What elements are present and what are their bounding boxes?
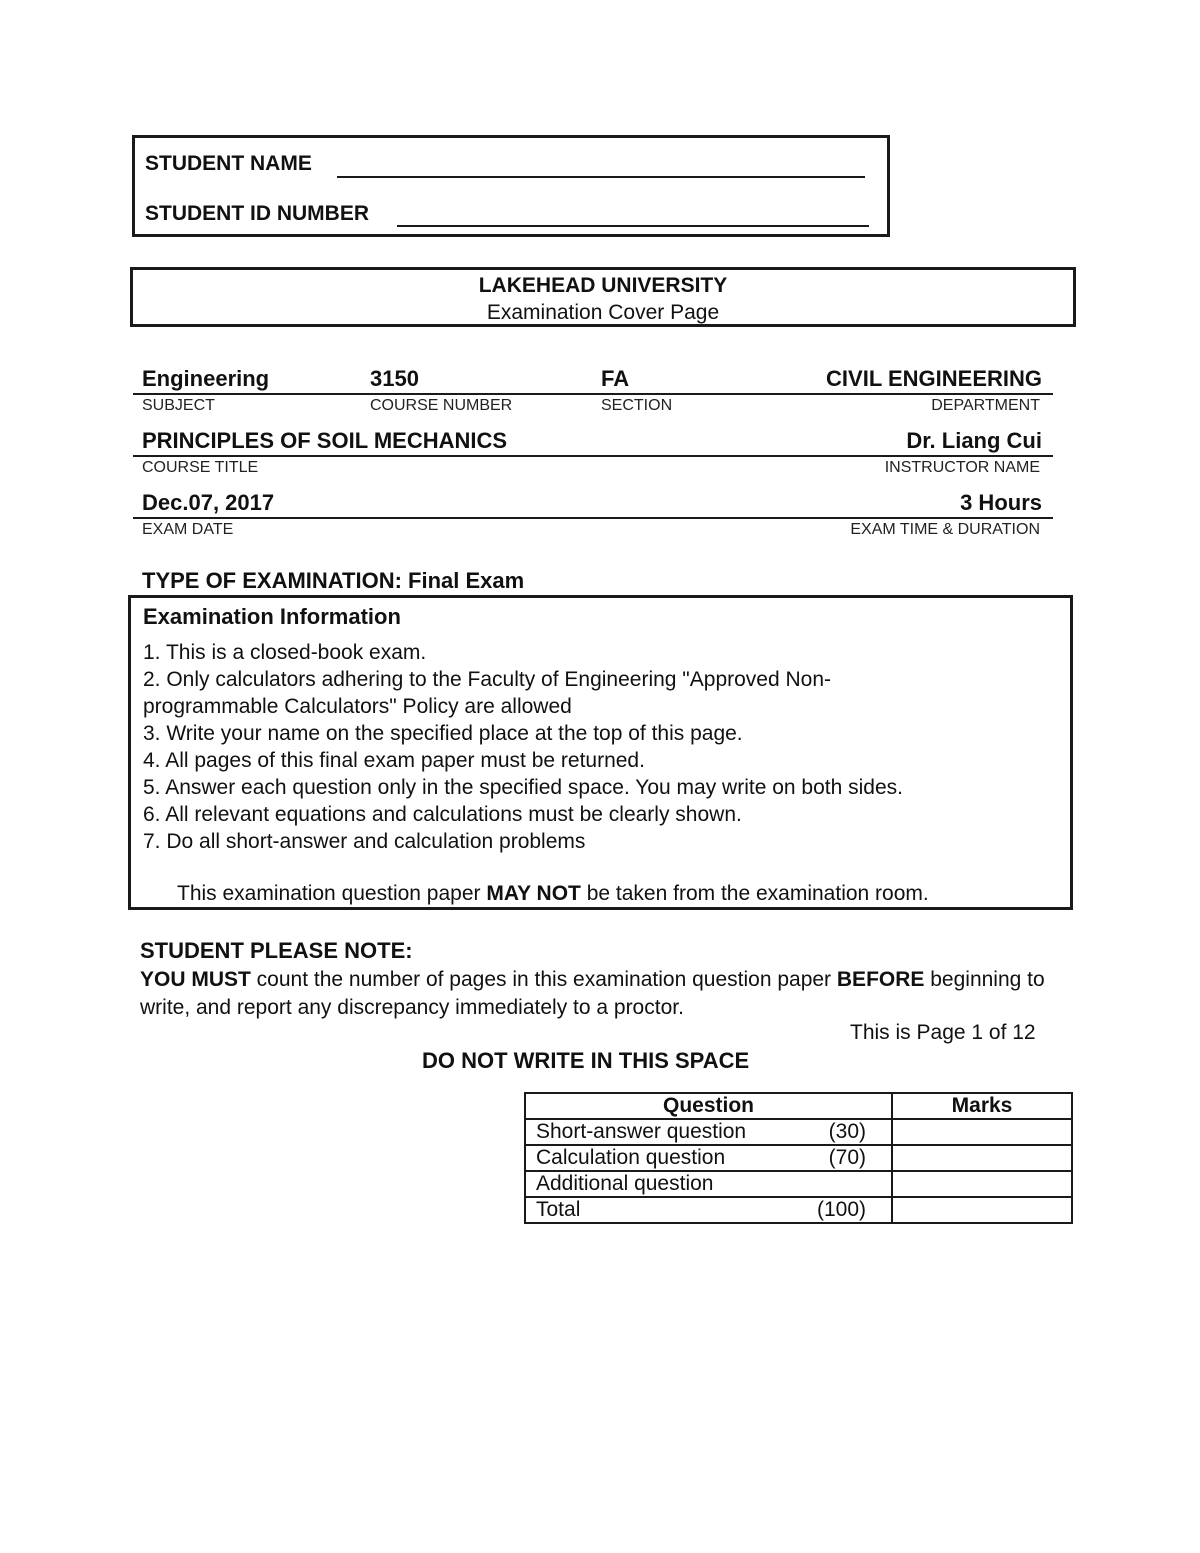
exam-date-label: EXAM DATE: [142, 521, 234, 538]
question-points: (100): [806, 1197, 892, 1223]
marks-table: [524, 1092, 1073, 1224]
list-item: 2. Only calculators adhering to the Faculty of Engineering "Approved Non-: [143, 668, 832, 691]
exam-paper-warning: [177, 882, 929, 906]
course-title-label: COURSE TITLE: [142, 459, 259, 476]
question-points: [806, 1171, 892, 1197]
exam-type: TYPE OF EXAMINATION: Final Exam: [142, 568, 525, 593]
course-number-value: 3150: [370, 366, 419, 391]
student-note-text: [140, 966, 1060, 1022]
question-points: (30): [806, 1119, 892, 1145]
row-divider: [133, 393, 1053, 395]
note-emphasis: YOU MUST: [140, 968, 251, 991]
university-name: LAKEHEAD UNIVERSITY: [478, 274, 728, 297]
note-text: count the number of pages in this examination question paper: [250, 968, 837, 991]
student-note-title: STUDENT PLEASE NOTE:: [140, 938, 413, 963]
warning-text: be taken from the examination room.: [580, 882, 929, 905]
exam-information-title: Examination Information: [143, 604, 401, 629]
student-id-label: STUDENT ID NUMBER: [145, 202, 369, 225]
university-header-box: [130, 267, 1076, 327]
note-emphasis: BEFORE: [836, 968, 925, 991]
marks-cell: [892, 1197, 1072, 1223]
student-name-field[interactable]: [337, 176, 865, 178]
warning-text: This examination question paper: [177, 882, 487, 905]
student-info-box: [132, 135, 890, 237]
marks-cell: [892, 1119, 1072, 1145]
question-points: (70): [806, 1145, 892, 1171]
course-number-label: COURSE NUMBER: [370, 397, 513, 414]
do-not-write-heading: DO NOT WRITE IN THIS SPACE: [422, 1048, 750, 1073]
list-item: 6. All relevant equations and calculations must be clearly shown.: [143, 803, 742, 826]
exam-date-value: Dec.07, 2017: [142, 490, 275, 515]
student-id-field[interactable]: [397, 225, 869, 227]
table-row: [525, 1145, 1072, 1171]
course-title-value: PRINCIPLES OF SOIL MECHANICS: [142, 428, 508, 453]
table-row: [525, 1171, 1072, 1197]
exam-information-list: [143, 639, 903, 855]
question-name: Total: [525, 1197, 806, 1223]
marks-cell: [892, 1145, 1072, 1171]
marks-cell: [892, 1171, 1072, 1197]
subject-value: Engineering: [142, 366, 270, 391]
table-row: [525, 1119, 1072, 1145]
row-divider: [133, 455, 1053, 457]
student-name-label: STUDENT NAME: [145, 152, 312, 175]
warning-emphasis: MAY NOT: [486, 882, 581, 905]
question-name: Short-answer question: [525, 1119, 806, 1145]
list-item: 3. Write your name on the specified place at the top of this page.: [143, 722, 743, 745]
department-label: DEPARTMENT: [931, 397, 1040, 414]
marks-header: Marks: [892, 1093, 1072, 1119]
page-number: This is Page 1 of 12: [850, 1021, 1036, 1044]
instructor-value: Dr. Liang Cui: [906, 428, 1042, 453]
duration-value: 3 Hours: [960, 490, 1042, 515]
section-value: FA: [601, 366, 630, 391]
table-row: [525, 1197, 1072, 1223]
instructor-label: INSTRUCTOR NAME: [884, 459, 1040, 476]
section-label: SECTION: [601, 397, 673, 414]
note-text: beginning to write, and report any discrepancy immediately to a proctor.: [140, 968, 1045, 1019]
table-header-row: [525, 1093, 1072, 1119]
question-name: Additional question: [525, 1171, 806, 1197]
exam-information-box: [128, 595, 1073, 910]
list-item: 1. This is a closed-book exam.: [143, 641, 427, 664]
list-item: 5. Answer each question only in the specified space. You may write on both sides.: [143, 776, 903, 799]
duration-label: EXAM TIME & DURATION: [850, 521, 1040, 538]
question-header: Question: [525, 1093, 892, 1119]
cover-page-subtitle: Examination Cover Page: [486, 301, 720, 324]
list-item: 7. Do all short-answer and calculation problems: [143, 830, 586, 853]
list-item: 4. All pages of this final exam paper must be returned.: [143, 749, 645, 772]
department-value: CIVIL ENGINEERING: [826, 366, 1042, 391]
question-name: Calculation question: [525, 1145, 806, 1171]
row-divider: [133, 517, 1053, 519]
list-item: programmable Calculators" Policy are allowed: [143, 695, 572, 718]
subject-label: SUBJECT: [142, 397, 215, 414]
